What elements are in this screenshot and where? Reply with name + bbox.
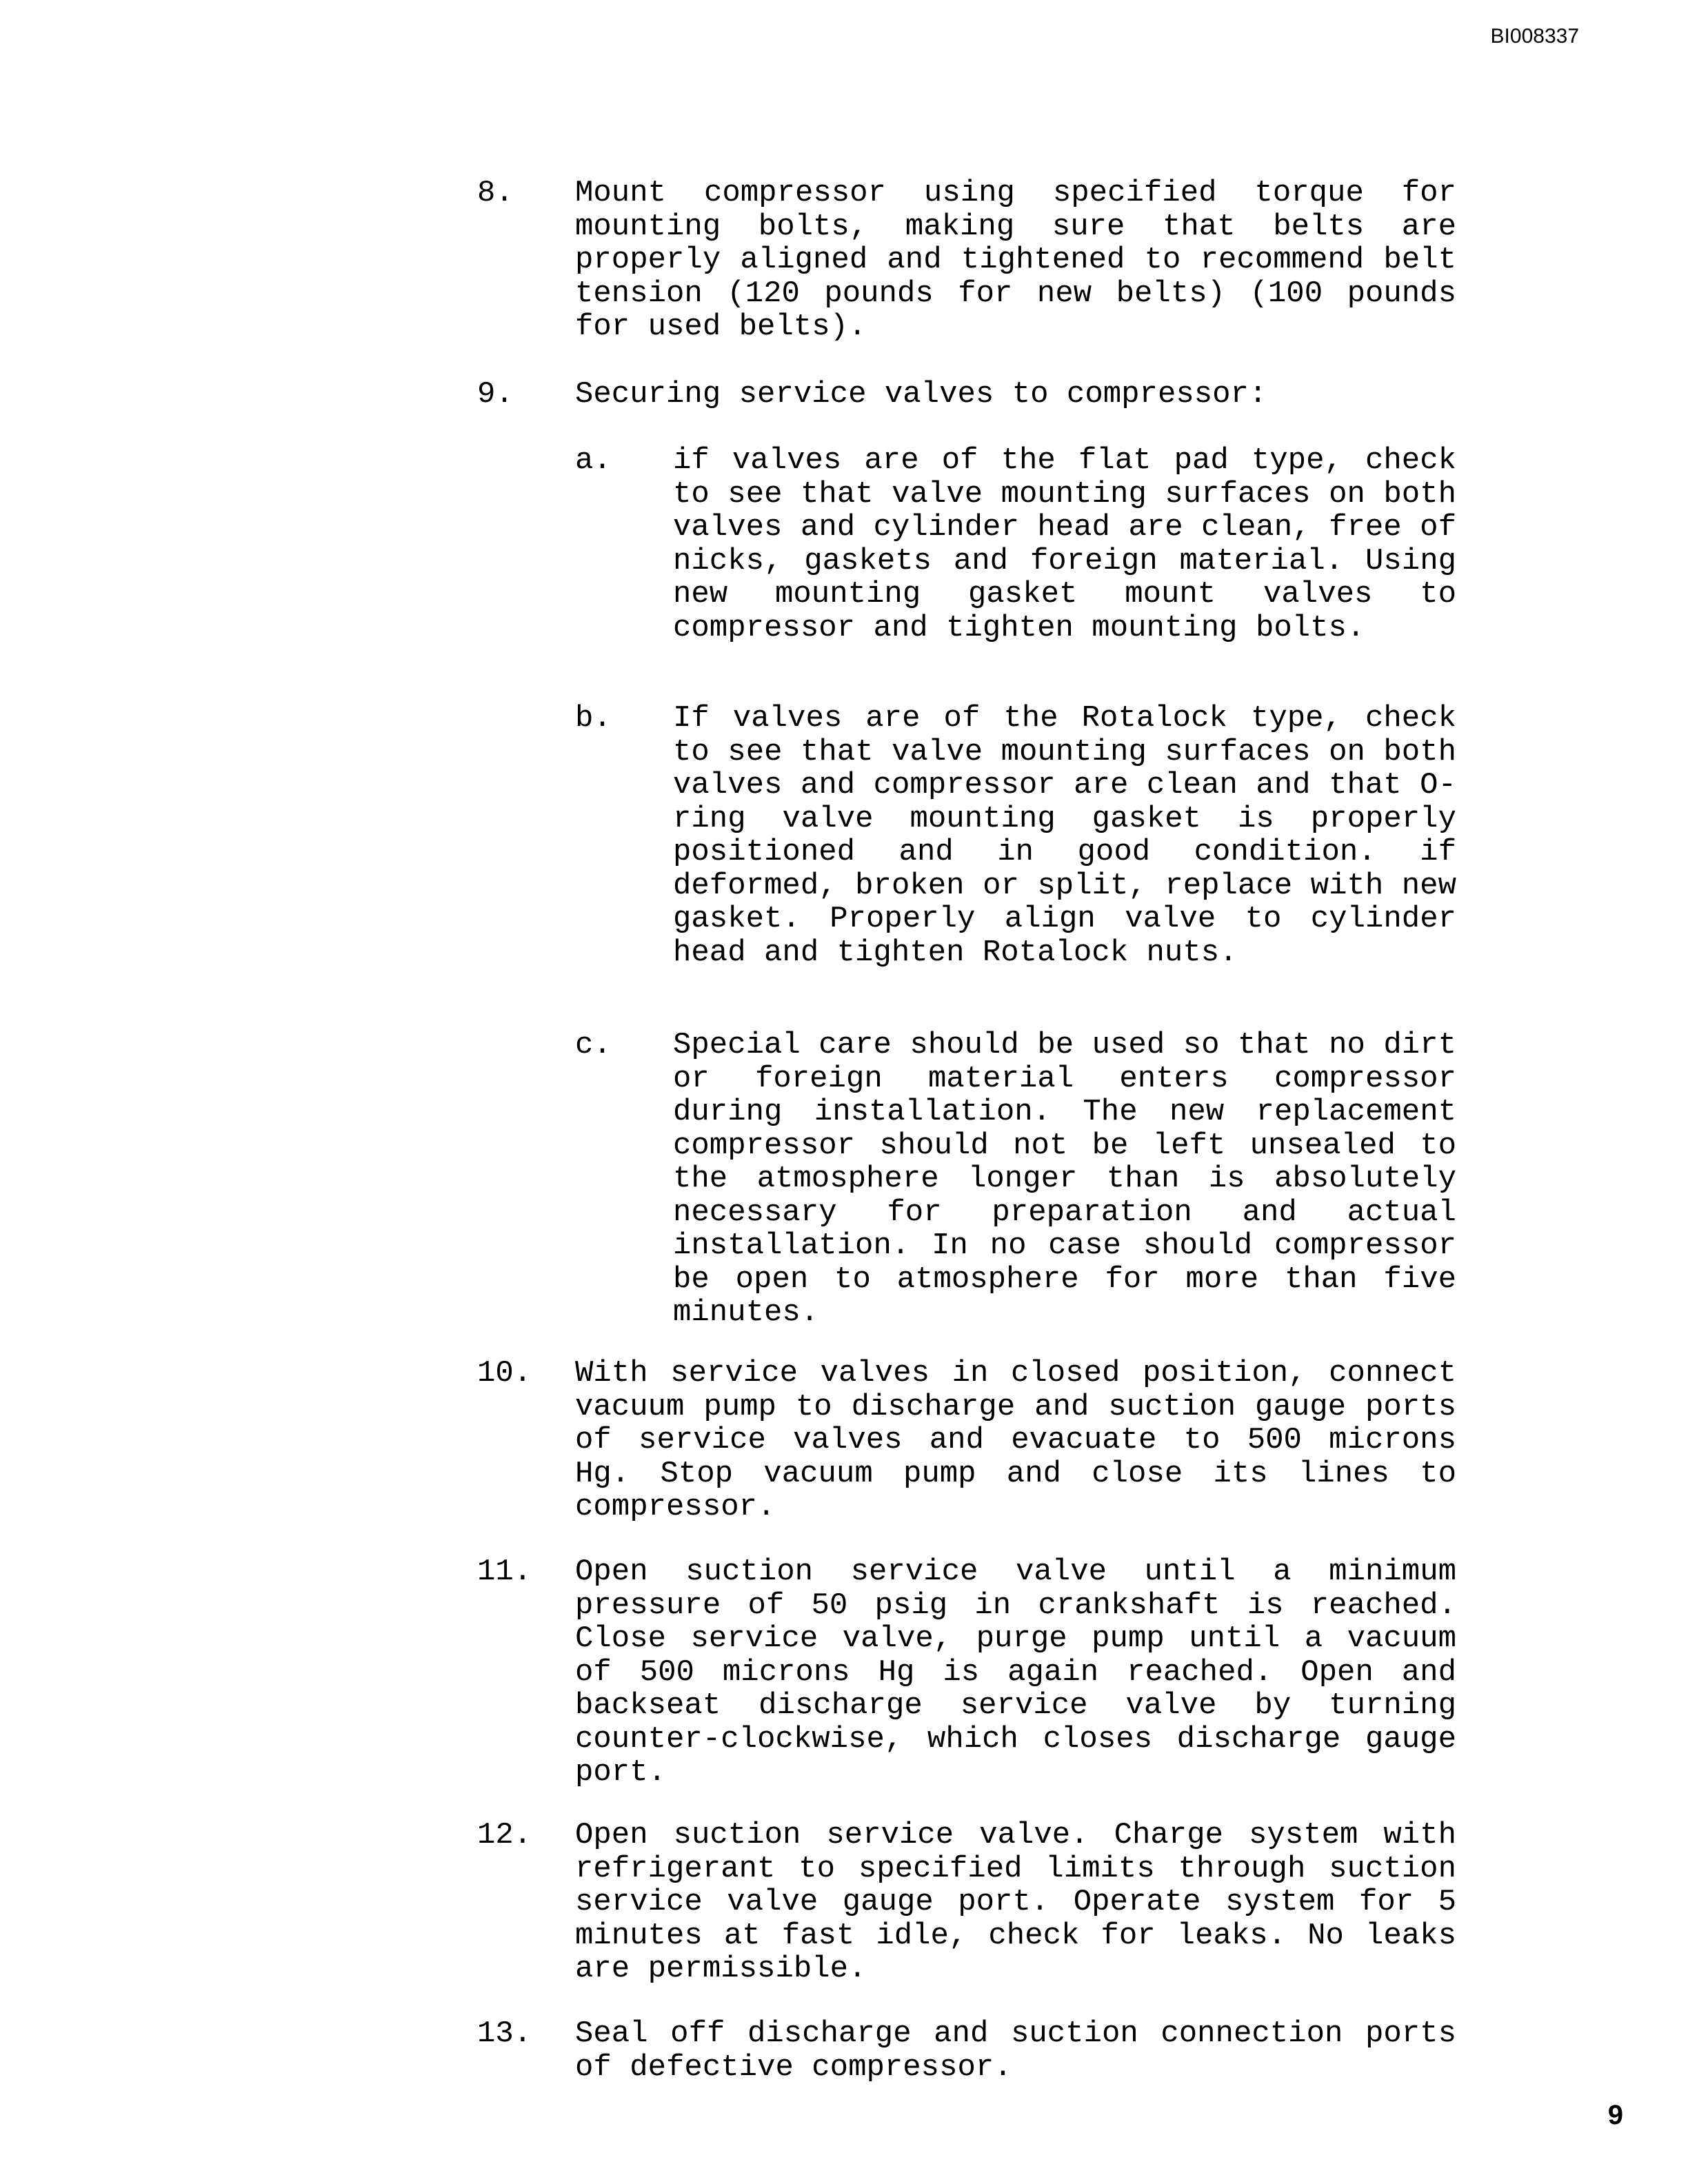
substep-text: If valves are of the Rotalock type, check to see that valve mounting surfaces on both valves and compressor are clean and that O-ring valve mounting gasket is properly positioned and in good condition. if deformed, broken or split, replace with new gasket. Properly align valve to cylinder head and tighten Rotalock nuts. [673,701,1456,970]
step-number: 9. [477,377,514,412]
substep-letter: a. [575,443,612,478]
substep-9b [575,702,1456,969]
page-number: 9 [1607,2100,1623,2130]
bates-number: BI008337 [1490,25,1579,48]
substep-letter: c. [575,1028,612,1062]
step-text: Securing service valves to compressor: [575,377,1267,412]
step-text: Open suction service valve until a minimum pressure of 50 psig in crankshaft is reached. Close service valve, purge pump until a vacuum of 500 microns Hg is again reached. Open and backseat discharge service valve by turning counter-clockwise, which closes discharge gauge port. [575,1555,1456,1790]
step-12 [477,1819,1456,1986]
step-number: 12. [477,1818,532,1852]
step-text: Open suction service valve. Charge system with refrigerant to specified limits through suction service valve gauge port. Operate system for 5 minutes at fast idle, check for leaks. No leaks are permissible. [575,1818,1456,1986]
step-11 [477,1555,1456,1790]
substep-9c [575,1029,1456,1330]
step-text: Mount compressor using specified torque for mounting bolts, making sure that belts are properly aligned and tightened to recommend belt tension (120 pounds for new belts) (100 pounds for used belts). [575,176,1456,344]
step-13 [477,2017,1456,2084]
step-text: Seal off discharge and suction connection ports of defective compressor. [575,2016,1456,2085]
step-9 [477,378,1456,412]
substep-9a [575,444,1456,645]
substep-text: Special care should be used so that no dirt or foreign material enters compressor during installation. The new replacement compressor should not be left unsealed to the atmosphere longer than is absolutely necessary for preparation and actual installation. In no case should compressor be open to atmosphere for more than five minutes. [673,1028,1456,1330]
substep-letter: b. [575,701,612,736]
step-8 [477,176,1456,344]
step-10 [477,1357,1456,1524]
step-number: 11. [477,1555,532,1589]
substep-text: if valves are of the flat pad type, check to see that valve mounting surfaces on both valves and cylinder head are clean, free of nicks, gaskets and foreign material. Using new mounting gasket mount valves to compressor and tighten mounting bolts. [673,443,1456,645]
step-number: 13. [477,2016,532,2051]
step-number: 10. [477,1356,532,1391]
step-text: With service valves in closed position, connect vacuum pump to discharge and suction gauge ports of service valves and evacuate to 500 microns Hg. Stop vacuum pump and close its lines to compressor. [575,1356,1456,1524]
step-number: 8. [477,176,514,210]
